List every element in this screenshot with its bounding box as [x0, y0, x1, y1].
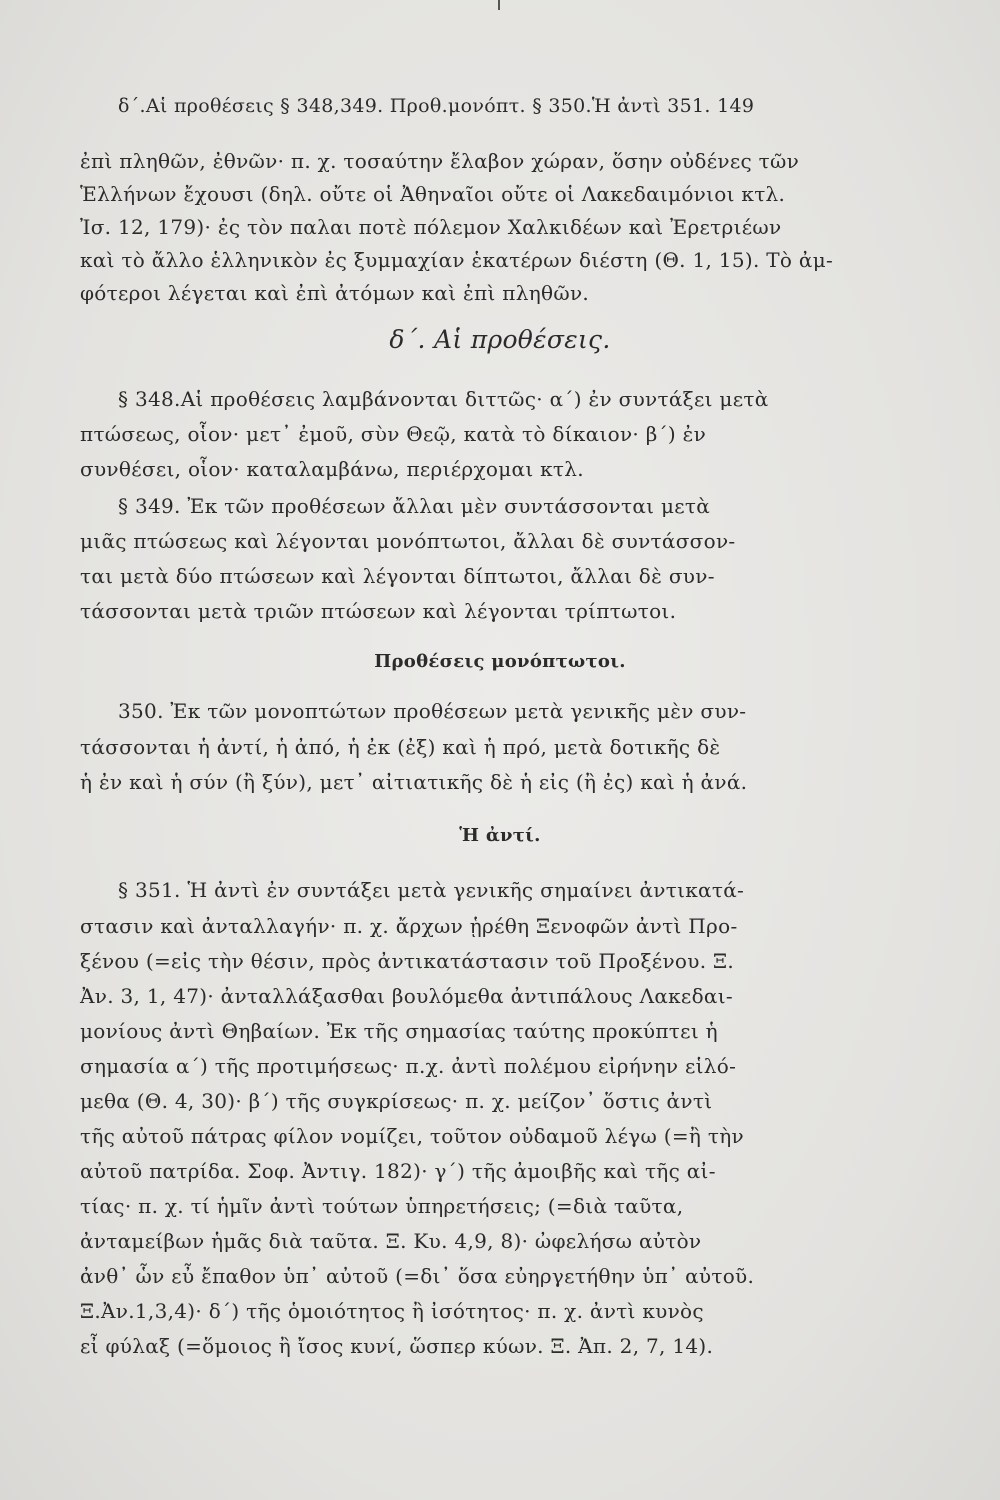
text-line: § 349. Ἐκ τῶν προθέσεων ἄλλαι μὲν συντάσσονται μετὰ: [118, 494, 711, 518]
text-line: ται μετὰ δύο πτώσεων καὶ λέγονται δίπτωτοι, ἄλλαι δὲ συν-: [80, 564, 715, 588]
text-line: 350. Ἐκ τῶν μονοπτώτων προθέσεων μετὰ γενικῆς μὲν συν-: [118, 699, 747, 723]
text-line: καὶ τὸ ἄλλο ἑλληνικὸν ἐς ξυμμαχίαν ἑκατέρων διέστη (Θ. 1, 15). Τὸ ἀμ-: [80, 248, 834, 272]
text-line: ἐπὶ πληθῶν, ἐθνῶν· π. χ. τοσαύτην ἔλαβον χώραν, ὅσην οὐδένες τῶν: [80, 149, 800, 173]
text-line: φότεροι λέγεται καὶ ἐπὶ ἀτόμων καὶ ἐπὶ πληθῶν.: [80, 281, 590, 305]
subheading: Ἡ ἀντί.: [459, 825, 541, 846]
text-line: μεθα (Θ. 4, 30)· β΄) τῆς συγκρίσεως· π. χ. μείζον᾽ ὅστις ἀντὶ: [80, 1089, 713, 1113]
text-line: αὐτοῦ πατρίδα. Σοφ. Ἀντιγ. 182)· γ΄) τῆς ἀμοιβῆς καὶ τῆς αἰ-: [80, 1159, 716, 1183]
text-line: τάσσονται μετὰ τριῶν πτώσεων καὶ λέγονται τρίπτωτοι.: [80, 599, 677, 623]
text-line: πτώσεως, οἷον· μετ᾽ ἐμοῦ, σὺν Θεῷ, κατὰ τὸ δίκαιον· β΄) ἐν: [80, 422, 707, 446]
text-line: στασιν καὶ ἀνταλλαγήν· π. χ. ἄρχων ᾑρέθη Ξενοφῶν ἀντὶ Προ-: [80, 914, 738, 938]
text-line: Ἀν. 3, 1, 47)· ἀνταλλάξασθαι βουλόμεθα ἀντιπάλους Λακεδαι-: [80, 984, 733, 1008]
text-line: Ἰσ. 12, 179)· ἐς τὸν παλαι ποτὲ πόλεμον Χαλκιδέων καὶ Ἐρετριέων: [80, 215, 782, 239]
text-line: § 351. Ἡ ἀντὶ ἐν συντάξει μετὰ γενικῆς σημαίνει ἀντικατά-: [118, 878, 745, 902]
text-line: τάσσονται ἡ ἀντί, ἡ ἀπό, ἡ ἐκ (ἐξ) καὶ ἡ πρό, μετὰ δοτικῆς δὲ: [80, 735, 721, 759]
subheading: Προθέσεις μονόπτωτοι.: [374, 651, 626, 672]
text-line: εἶ φύλαξ (=ὅμοιος ἢ ἴσος κυνί, ὥσπερ κύων. Ξ. Ἀπ. 2, 7, 14).: [80, 1334, 714, 1358]
top-mark: [498, 0, 500, 10]
text-line: σημασία α΄) τῆς προτιμήσεως· π.χ. ἀντὶ πολέμου εἰρήνην εἱλό-: [80, 1054, 737, 1078]
text-line: Ξ.Ἀν.1,3,4)· δ΄) τῆς ὁμοιότητος ἢ ἰσότητος· π. χ. ἀντὶ κυνὸς: [80, 1299, 704, 1323]
text-line: ἀνθ᾽ ὧν εὖ ἔπαθον ὑπ᾽ αὐτοῦ (=δι᾽ ὅσα εὐηργετήθην ὑπ᾽ αὐτοῦ.: [80, 1264, 755, 1288]
text-line: Ἑλλήνων ἔχουσι (δηλ. οὔτε οἱ Ἀθηναῖοι οὔτε οἱ Λακεδαιμόνιοι κτλ.: [80, 182, 786, 206]
text-line: μονίους ἀντὶ Θηβαίων. Ἐκ τῆς σημασίας ταύτης προκύπτει ἡ: [80, 1019, 718, 1043]
text-line: ἀνταμείβων ἡμᾶς διὰ ταῦτα. Ξ. Κυ. 4,9, 8)· ὠφελήσω αὐτὸν: [80, 1229, 702, 1253]
section-title: δ΄. Αἱ προθέσεις.: [389, 325, 611, 354]
text-line: ξένου (=εἰς τὴν θέσιν, πρὸς ἀντικατάστασιν τοῦ Προξένου. Ξ.: [80, 949, 735, 973]
running-header: δ΄.Αἱ προθέσεις § 348,349. Προθ.μονόπτ. § 350.Ἡ ἀντὶ 351. 149: [118, 95, 755, 117]
text-line: συνθέσει, οἷον· καταλαμβάνω, περιέρχομαι κτλ.: [80, 457, 584, 481]
text-line: μιᾶς πτώσεως καὶ λέγονται μονόπτωτοι, ἄλλαι δὲ συντάσσον-: [80, 529, 736, 553]
text-line: τίας· π. χ. τί ἡμῖν ἀντὶ τούτων ὑπηρετήσεις; (=διὰ ταῦτα,: [80, 1194, 684, 1218]
text-line: § 348.Αἱ προθέσεις λαμβάνονται διττῶς· α΄) ἐν συντάξει μετὰ: [118, 387, 769, 411]
text-line: ἡ ἐν καὶ ἡ σύν (ἢ ξύν), μετ᾽ αἰτιατικῆς δὲ ἡ εἰς (ἢ ἐς) καὶ ἡ ἀνά.: [80, 770, 748, 794]
text-line: τῆς αὐτοῦ πάτρας φίλον νομίζει, τοῦτον οὐδαμοῦ λέγω (=ἢ τὴν: [80, 1124, 744, 1148]
